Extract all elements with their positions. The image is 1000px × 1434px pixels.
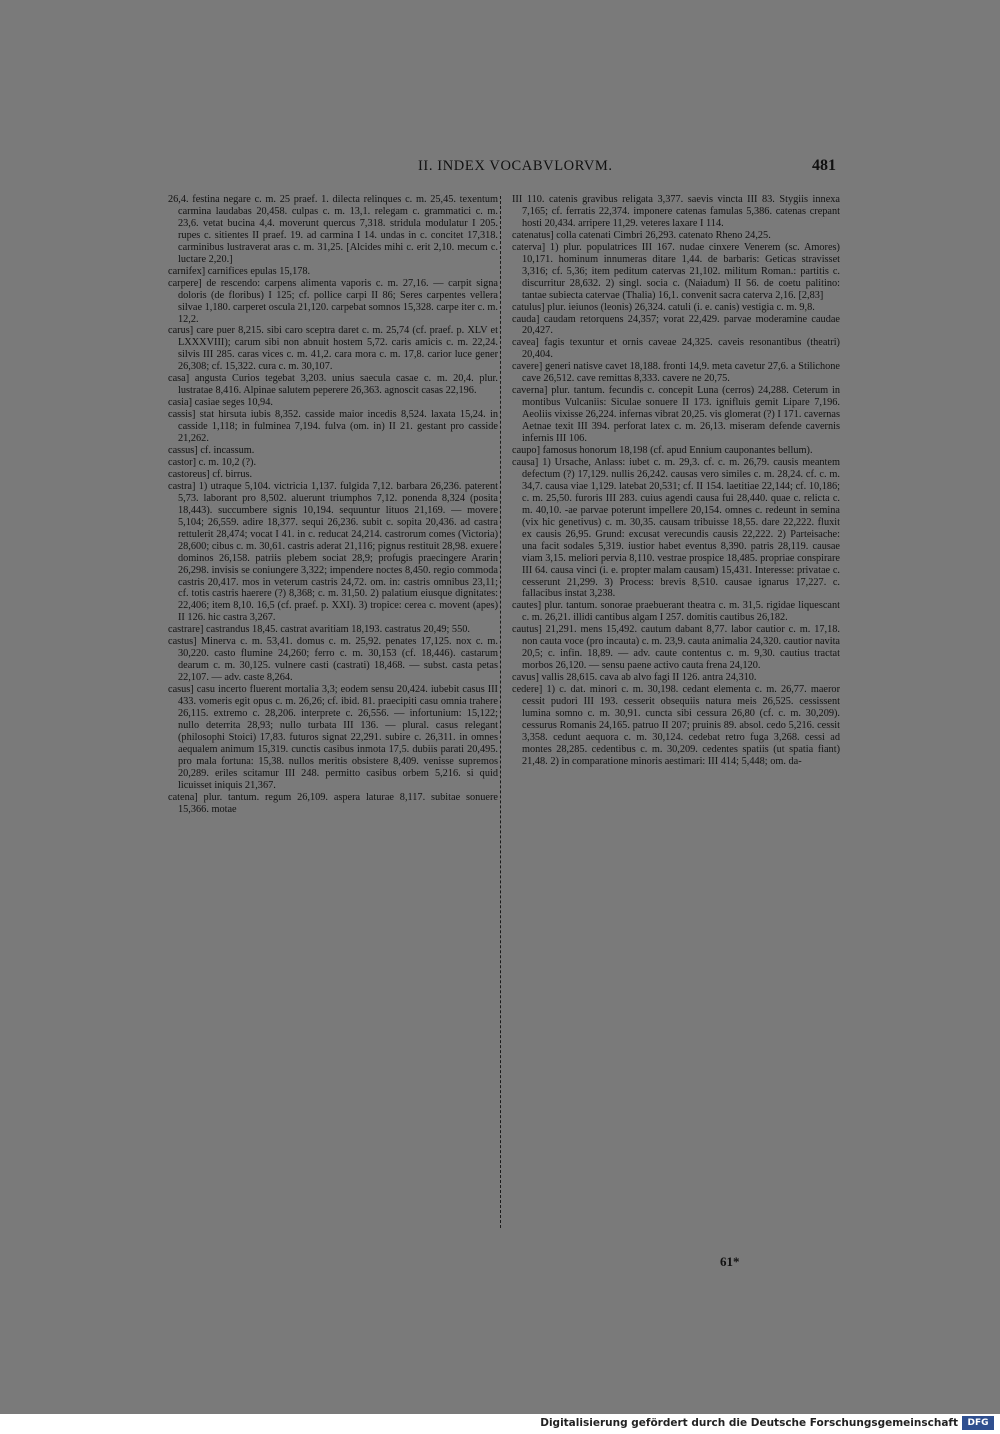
dictionary-entry: caverna] plur. tantum. fecundis c. concepit Luna (cerros) 24,288. Ceterum in montibus Vulcaniis: Siculae sonuere II 173. ignifluis gemit Lipare 7,196. Aeoliis vixisse 26,224. infernas vibrat 20,25. vis glomerat (?) I 171. cavernas Aetnae texit III 394. perforat latex c. m. 26,13. miseram defende cavernis infernis III 106. [512,385,840,445]
page-header [160,158,840,182]
dictionary-entry: cassus] cf. incassum. [168,445,255,457]
dictionary-entry: catulus] plur. ieiunos (leonis) 26,324. catuli (i. e. canis) vestigia c. m. 9,8. [512,301,815,313]
column-divider [500,196,501,1228]
left-column [168,194,498,816]
dictionary-entry: cauda] caudam retorquens 24,357; vorat 22,429. parvae moderamine caudae 20,427. [512,313,840,337]
dictionary-entry: caterva] 1) plur. populatrices III 167. nudae cinxere Venerem (sc. Amores) 10,171. hominum innumeras ditare 1,44. de barbaris: Geticas stravisset 3,316; cf. 5,36; item peditum catervas 21,102. militum Roman.: partitis c. discurritur 28,632. 2) singl. socia c. (Naiadum) II 56. de coetu palitino: tantae subiecta catervae (Thalia) 16,1. convenit sacra caterva 2,16. [2,83] [512,241,840,301]
dictionary-entry: castra] 1) utraque 5,104. victricia 1,137. fulgida 7,12. barbara 26,236. paterent 5,73. laborant pro 8,502. aluerunt triumphos 7,12. ponenda 8,324 (posita 18,443). succumbere signis 10,194. sequuntur lituos 21,169. — movere 5,104; 26,559. adire 18,377. sequi 26,236. subit c. sopita 20,436. ad castra rettulerit 28,474; vocat I 41. in c. reducat 24,214. castrorum comes (Victoria) 28,600; cibus c. m. 30,61. castris aderat 21,116; pignus restituit 28,98. exuere dominos 26,158. patriis plebem sociat 28,9; profugis praecingere Ararin 26,298. invisis se coniungere 3,322; impendere noctes 8,450. regio commoda castris 20,417. mos in veterum castris 24,72. om. in: castris omnibus 23,11; cf. totis castris haerere (?) 8,368; c. m. 31,50. 2) palatium eiusque dignitates: 22,406; item 8,10. 16,5 (cf. praef. p. XXI). 3) tropice: cerea c. movent (apes) II 126. hic castra 3,267. [168,480,498,624]
dictionary-entry: cavea] fagis texuntur et ornis caveae 24,325. caveis resonantibus (theatri) 20,404. [512,337,840,361]
dictionary-entry: catenatus] colla catenati Cimbri 26,293. catenato Rheno 24,25. [512,229,771,241]
dictionary-entry: carpere] de rescendo: carpens alimenta vaporis c. m. 27,16. — carpit signa doloris (de floribus) I 125; cf. pollice carpi II 86; Seres carpentes vellera silvae 1,180. carperet oscula 21,120. carpebat somnos 15,328. carpe iter c. m. 12,2. [168,277,498,325]
dictionary-entry: castus] Minerva c. m. 53,41. domus c. m. 25,92. penates 17,125. nox c. m. 30,220. casto flumine 24,260; ferro c. m. 30,153 (cf. 18,446). castarum dearum c. m. 30,125. vulnere casti (castrati) 18,468. — subst. casta petas 22,107. — adv. caste 8,264. [168,636,498,684]
dictionary-entry: carnifex] carnifices epulas 15,178. [168,265,311,277]
dictionary-entry: casa] angusta Curios tegebat 3,203. unius saecula casae c. m. 20,4. plur. lustratae 8,416. Alpinae salutem peperere 26,363. agnoscit casas 22,196. [168,373,498,397]
dictionary-entry: cassis] stat hirsuta iubis 8,352. casside maior incedis 8,524. laxata 15,24. in casside 1,118; in fulminea 7,194. fulva (om. in) II 21. gestant pro casside 21,262. [168,409,498,445]
dictionary-entry: casia] casiae seges 10,94. [168,397,273,409]
dictionary-entry: cavere] generi natisve cavet 18,188. fronti 14,9. meta cavetur 27,6. a Stilichone cave 26,512. cave remittas 8,333. cavere ne 20,75. [512,361,840,385]
book-page [160,150,840,1280]
funding-notice: Digitalisierung gefördert durch die Deutsche Forschungsgemeinschaft [540,1417,958,1429]
dictionary-entry: casus] casu incerto fluerent mortalia 3,3; eodem sensu 20,424. iubebit casus III 433. vomeris egit opus c. m. 26,26; cf. ibid. 81. praecipiti casu omnia trahere 26,115. extremo c. 28,206. interprete c. 26,556. — infortunium: 15,122; nullo deterrita 28,93; nullo turbata III 136. — plural. casus relegant (philosophi Stoici) 17,83. futuros signat 22,291. subire c. 26,311. in omnes aequalem animum 15,319. cunctis casibus inmota 17,5. dubiis parati 20,495. pro mala fortuna: 15,38. nullos meritis obsistere 8,409. venisse supremos 20,289. eriles scitamur III 248. permitto casibus orbem 5,216. si quid licuisset iniquis 21,367. [168,684,498,791]
signature-mark: 61* [720,1254,740,1269]
dictionary-entry: cautus] 21,291. mens 15,492. cautum dabant 8,77. labor cautior c. m. 17,18. non cauta voce (pro incauta) c. m. 23,9. cauta animalia 24,320. cautior navita 20,5; c. infin. 18,89. — adv. caute contentus c. m. 9,30. cautius tractat morbos 26,120. — sensu paene activo cauta frena 24,120. [512,624,840,672]
dfg-logo-icon[interactable]: DFG [962,1416,994,1430]
dictionary-entry: castrare] castrandus 18,45. castrat avaritiam 18,193. castratus 20,49; 550. [168,624,470,636]
dictionary-entry: castor] c. m. 10,2 (?). [168,456,257,468]
right-column [512,194,840,768]
dictionary-entry: 26,4. festina negare c. m. 25 praef. 1. dilecta relinques c. m. 25,45. texentum carmina laudabas 20,458. culpas c. m. 13,1. relegam c. grammatici c. m. 23,6. vetat bucina 4,4. moverunt quercus 7,318. stridula modulatur I 205. rupes c. sitientes II praef. 19. ad carmina I 14. undas in c. concitet 17,318. carminibus lustraverat aras c. m. 31,25. [Alcides mihi c. erit 2,10. mecum c. luctare 2,20.] [168,194,498,265]
running-head: II. INDEX VOCABVLORVM. [418,158,613,174]
dictionary-entry: caupo] famosus honorum 18,198 (cf. apud Ennium cauponantes bellum). [512,445,813,457]
dictionary-entry: catena] plur. tantum. regum 26,109. aspera laturae 8,117. subitae sonuere 15,366. motae [168,791,498,815]
dictionary-entry: cedere] 1) c. dat. minori c. m. 30,198. cedant elementa c. m. 26,77. maeror cessit pudori III 193. cesserit obsequiis natura meis 26,525. cessissent lumina somno c. m. 30,91. cuncta sibi cessura 26,80 (cf. c. m. 30,209). cessurus Romanis 24,165. patruo II 207; pruinis 89. absol. cedo 5,216. cessit 3,358. cedunt aequora c. m. 30,124. cedebat retro fuga 3,268. cessi ad montes 28,285. cedentibus c. m. 30,209. cedentes spatiis (ut spatia fiant) 21,48. 2) in comparatione minoris aestimari: III 414; 5,448; om. da- [512,684,840,767]
dictionary-entry: III 110. catenis gravibus religata 3,377. saevis vincta III 83. Stygiis innexa 7,165; cf. ferratis 22,374. imponere catenas famulas 5,386. catenas crepant hosti 20,434. arripere 11,29. veteres laxare I 114. [512,194,840,229]
funding-footer [0,1414,1000,1434]
dictionary-entry: cavus] vallis 28,615. cava ab alvo fagi II 126. antra 24,310. [512,672,757,684]
page-number: 481 [812,157,836,174]
dictionary-entry: cautes] plur. tantum. sonorae praebuerant theatra c. m. 31,5. rigidae liquescant c. m. 26,21. illidi cantibus algam I 257. domitis cautibus 26,182. [512,600,840,624]
dictionary-entry: carus] care puer 8,215. sibi caro sceptra daret c. m. 25,74 (cf. praef. p. XLV et LXXXVIII); carum sibi non abnuit hostem 5,72. caris amicis c. m. 22,24. silvis III 285. caras vices c. m. 41,2. cara mora c. m. 17,8. carior luce gener 26,308; cf. 15,322. cura c. m. 30,107. [168,325,498,373]
dictionary-entry: causa] 1) Ursache, Anlass: iubet c. m. 29,3. cf. c. m. 26,79. causis meantem defectum (?) 17,129. nullis 26,242. causas vero similes c. m. 28,24. cf. c. m. 34,7. causa viae 1,129. latebat 20,531; cf. II 154. laetitiae 22,144; cf. 10,186; c. m. 25,50. furoris III 283. cuius agendi causa fui 28,440. quae c. relicta c. m. 40,10. -ae parvae poterunt impellere 20,154. omnes c. redeunt in semina (vix hic genetivus) c. m. 30,35. causam tribuisse 18,55. dare 22,222. fluxit ex causis 26,95. Grund: excusat verecundis causis 22,222. 2) Parteisache: una facit sodales 5,319. iustior habet eventus 8,390. patris 28,119. causae viam 3,15. meliori pervia 8,110. vestrae prospice 18,485. propriae conspirare III 64. causa vinci (i. e. propter malam causam) 15,431. Interesse: privatae c. cesserunt 21,299. 3) Process: brevis 8,510. causae ignarus 17,227. c. fallacibus instat 3,238. [512,456,840,600]
dictionary-entry: castoreus] cf. birrus. [168,468,253,480]
